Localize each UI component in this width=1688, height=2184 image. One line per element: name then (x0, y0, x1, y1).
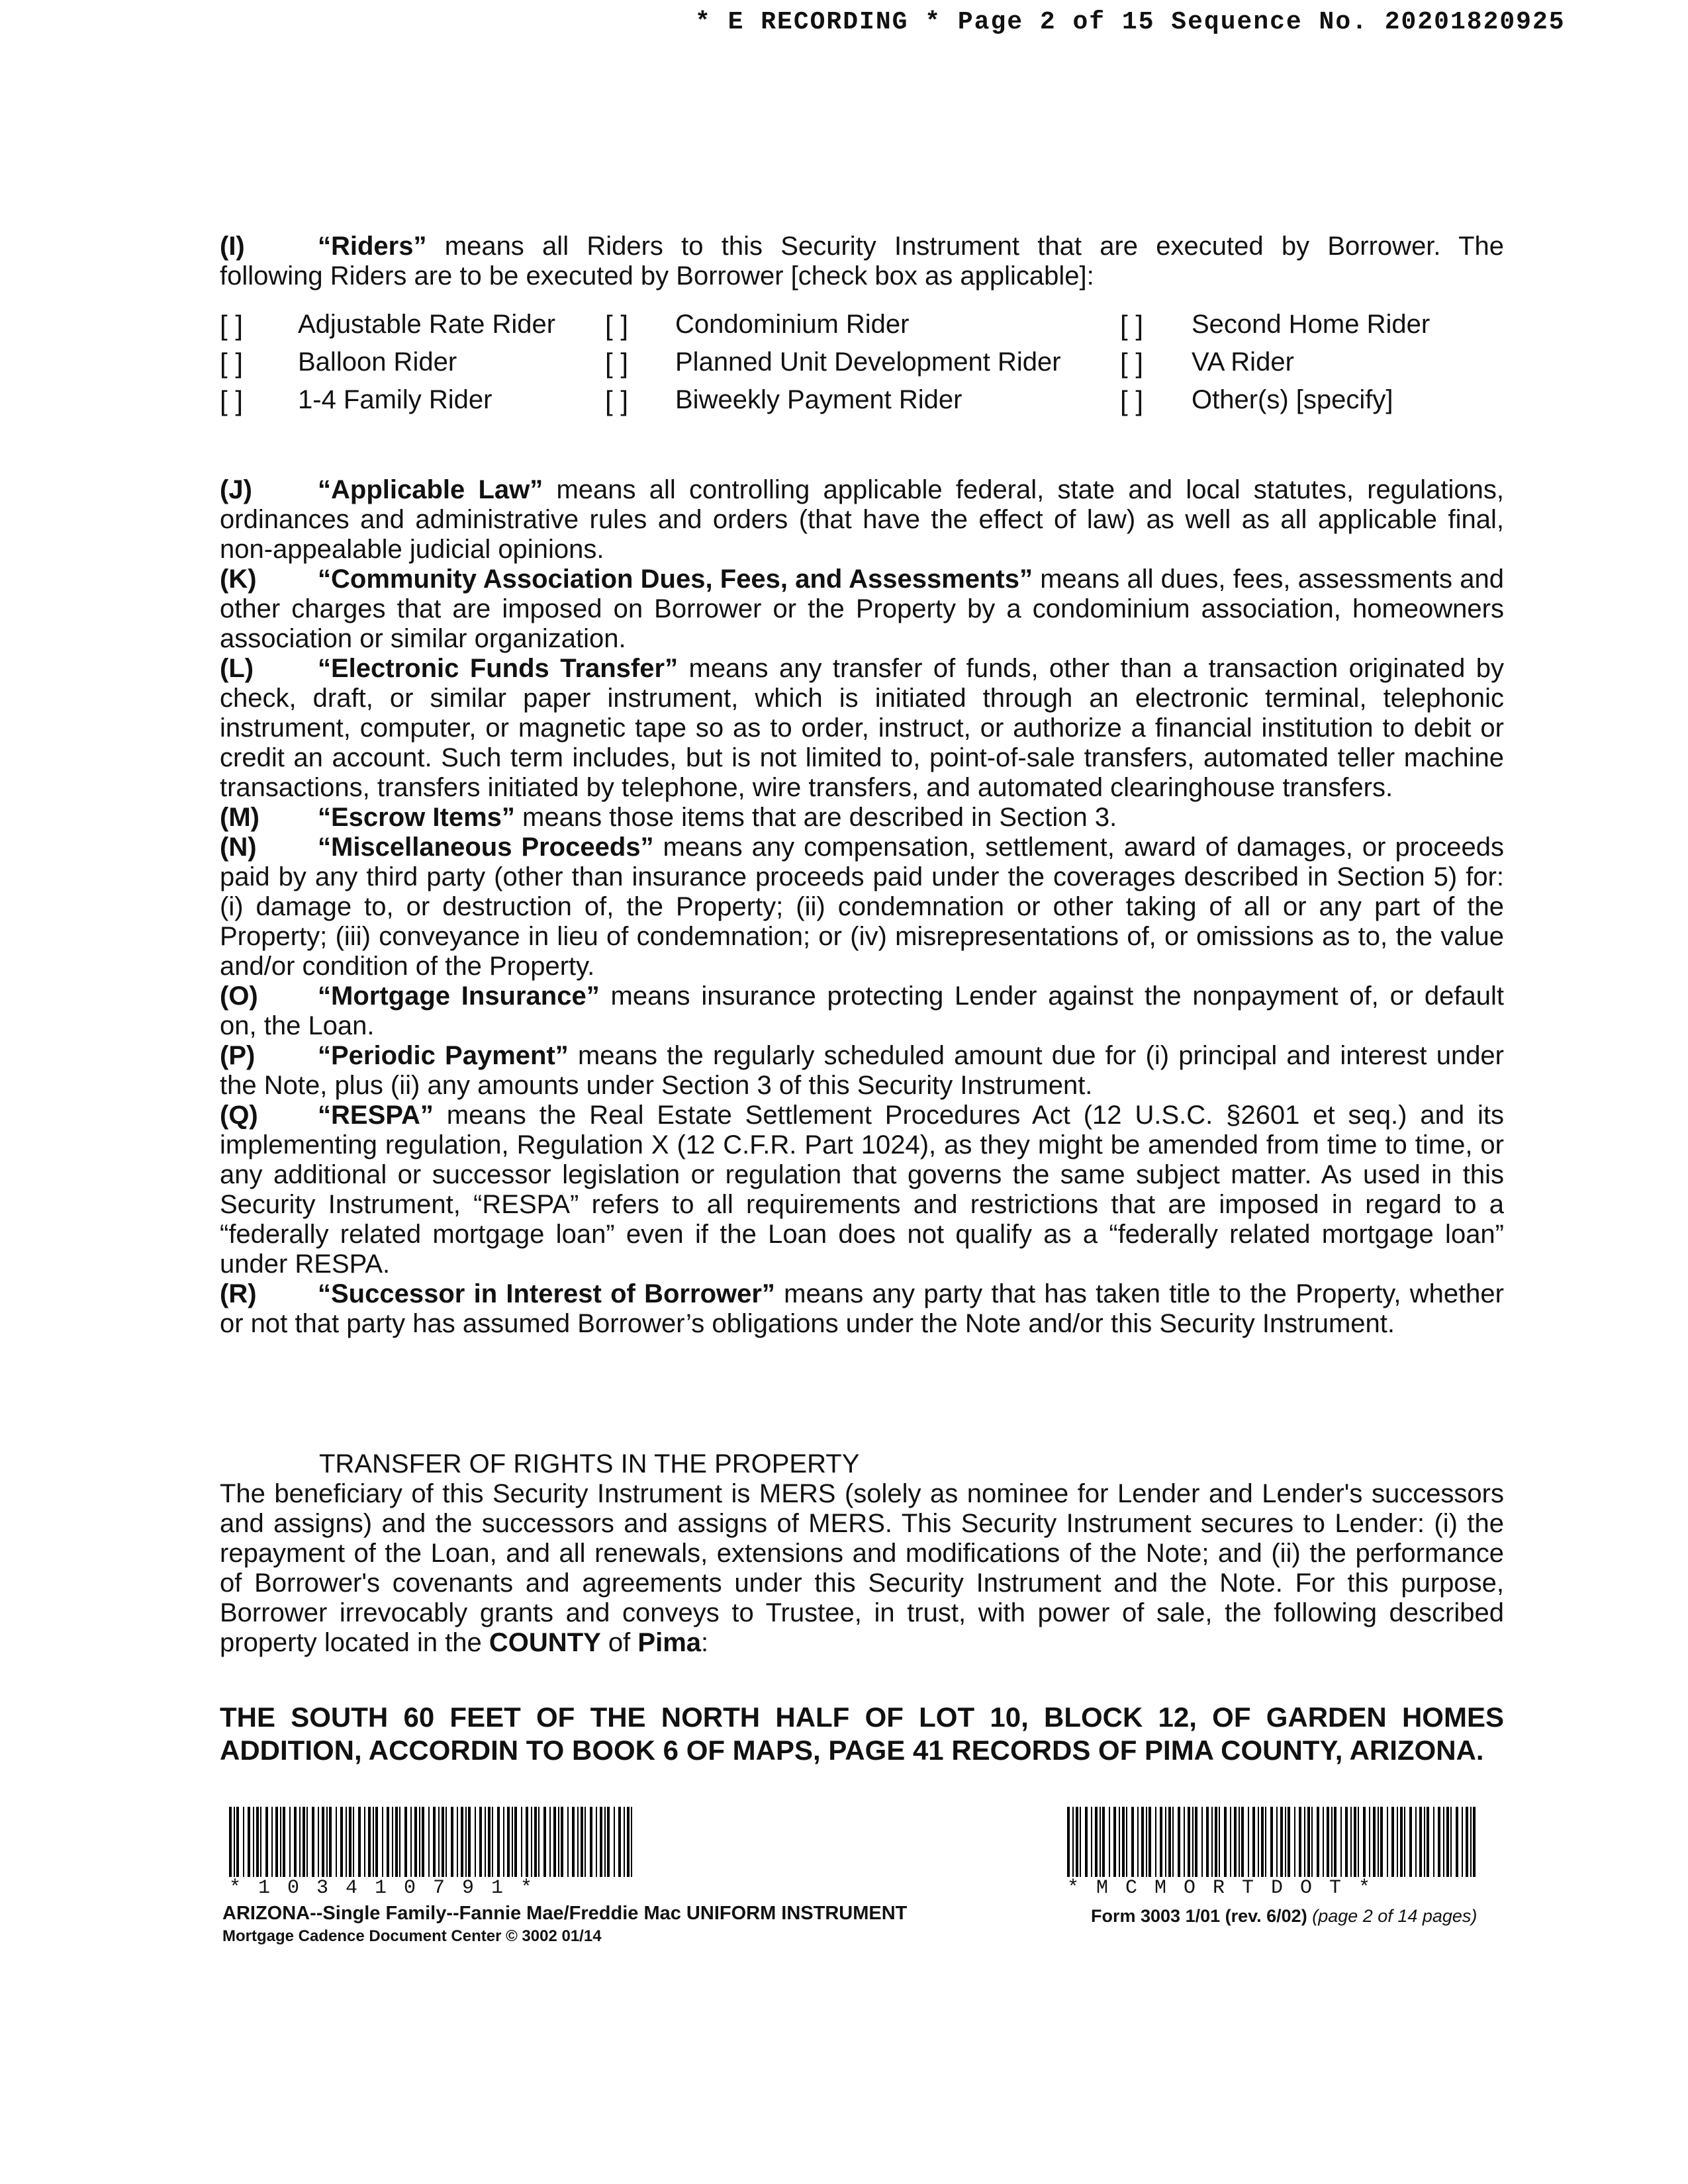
definition-text: means those items that are described in Section 3. (514, 803, 1117, 832)
barcode-bar (1450, 1807, 1452, 1877)
barcode-bar (1311, 1807, 1313, 1877)
rider-checkbox[interactable]: [ ] (1120, 310, 1144, 341)
barcode-bar (1085, 1807, 1088, 1877)
barcode-bar (248, 1807, 250, 1877)
barcode-bar (256, 1807, 259, 1877)
definition-label: (L) (220, 654, 254, 683)
barcode-bar (358, 1807, 361, 1877)
rider-checkbox[interactable]: [ ] (605, 347, 629, 379)
barcode-bar (1378, 1807, 1379, 1877)
riders-instruction: following Riders are to be executed by Borrower [check box as applicable]: (220, 261, 1094, 291)
barcode-bar (577, 1807, 579, 1877)
barcode-bar (329, 1807, 332, 1877)
barcode-bar (1466, 1807, 1468, 1877)
barcode-bar (1252, 1807, 1255, 1877)
definition-label: (K) (220, 565, 257, 594)
barcode-bar (543, 1807, 546, 1877)
barcode-bar (1331, 1807, 1333, 1877)
rider-label: Biweekly Payment Rider (675, 385, 962, 414)
barcode-bar (392, 1807, 393, 1877)
barcode-bar (624, 1807, 625, 1877)
barcode-bar (558, 1807, 559, 1877)
barcode-left-graphic (229, 1807, 639, 1877)
barcode-bar (422, 1807, 424, 1877)
barcode-bar (497, 1807, 500, 1877)
barcode-bar (1215, 1807, 1217, 1877)
definition-term: “Community Association Dues, Fees, and Assessments” (318, 565, 1033, 594)
barcode-bar (600, 1807, 602, 1877)
definition-label: (R) (220, 1279, 257, 1308)
barcode-bar (1265, 1807, 1266, 1877)
barcode-bar (353, 1807, 354, 1877)
doc-center-line: Mortgage Cadence Document Center © 3002 01/14 (222, 1927, 602, 1945)
barcode-bar (346, 1807, 347, 1877)
barcode-bar (1206, 1807, 1209, 1877)
barcode-bar (507, 1807, 510, 1877)
barcode-bar (1149, 1807, 1151, 1877)
definition-misc-proceeds (220, 833, 1504, 981)
barcode-bar (404, 1807, 407, 1877)
barcode-bar (1415, 1807, 1417, 1877)
barcode-bar (1219, 1807, 1220, 1877)
barcode-bar (1168, 1807, 1171, 1877)
barcode-bar (1137, 1807, 1139, 1877)
definition-text: means insurance protecting Lender against the nonpayment of, or default on, the Loan. (220, 981, 1504, 1040)
barcode-bar (538, 1807, 539, 1877)
rider-label: Condominium Rider (675, 310, 910, 339)
definition-periodic-payment (220, 1041, 1504, 1101)
rider-label: Adjustable Rate Rider (298, 310, 556, 339)
barcode-bar (271, 1807, 273, 1877)
rider-checkbox[interactable]: [ ] (605, 310, 629, 341)
barcode-bar (1080, 1807, 1081, 1877)
rider-row (220, 310, 1504, 347)
definition-text: means all controlling applicable federal, state and local statutes, regulations, ordinances and administrative rules and orders (that have the effect of law) as well as all applicable final, non-appealable judicial opinions. (220, 475, 1504, 564)
definition-label: (M) (220, 803, 259, 832)
barcode-bar (1373, 1807, 1376, 1877)
barcode-bar (1327, 1807, 1329, 1877)
barcode-bar (1345, 1807, 1348, 1877)
page-info: (page 2 of 14 pages) (1312, 1906, 1477, 1926)
barcode-bar (596, 1807, 597, 1877)
barcode-bar (1095, 1807, 1098, 1877)
rider-checkbox[interactable]: [ ] (220, 310, 244, 341)
definition-label: (O) (220, 981, 258, 1011)
barcode-bar (1188, 1807, 1190, 1877)
rider-checkbox[interactable]: [ ] (605, 385, 629, 416)
barcode-bar (1438, 1807, 1440, 1877)
barcode-bar (572, 1807, 575, 1877)
definition-successor (220, 1279, 1504, 1339)
barcode-bar (419, 1807, 420, 1877)
barcode-bar (1334, 1807, 1336, 1877)
barcode-bar (265, 1807, 268, 1877)
barcode-bar (433, 1807, 436, 1877)
barcode-bar (567, 1807, 569, 1877)
rider-checkbox-table (220, 310, 1504, 423)
instrument-title: ARIZONA--Single Family--Fannie Mae/Freddie Mac UNIFORM INSTRUMENT (222, 1903, 908, 1924)
rider-label: 1-4 Family Rider (298, 385, 492, 414)
rider-checkbox[interactable]: [ ] (220, 385, 244, 416)
legal-description: THE SOUTH 60 FEET OF THE NORTH HALF OF LOT 10, BLOCK 12, OF GARDEN HOMES ADDITION, ACCORDIN TO BOOK 6 OF MAPS, PAGE 41 RECORDS OF PIMA COUNTY, ARIZONA. (220, 1702, 1504, 1766)
definition-label: (P) (220, 1041, 256, 1070)
definition-term: “Periodic Payment” (318, 1041, 569, 1070)
barcode-bar (1387, 1807, 1388, 1877)
barcode-bar (503, 1807, 504, 1877)
transfer-section (220, 1449, 1504, 1658)
barcode-left-text: * 1 0 3 4 1 0 7 9 1 * (229, 1877, 536, 1899)
definition-text: means the regularly scheduled amount due for (i) principal and interest under the Note, plus (ii) any amounts under Section 3 of this Security Instrument. (220, 1041, 1505, 1100)
barcode-bar (1230, 1807, 1231, 1877)
barcode-bar (1443, 1807, 1444, 1877)
barcode-bar (1446, 1807, 1449, 1877)
definition-eft (220, 654, 1504, 803)
barcode-bar (461, 1807, 463, 1877)
barcode-bar (1270, 1807, 1273, 1877)
definition-label: (J) (220, 475, 252, 504)
barcode-right-text: * M C M O R T D O T * (1067, 1877, 1374, 1899)
barcode-bar (306, 1807, 308, 1877)
barcode-bar (1400, 1807, 1403, 1877)
barcode-bar (414, 1807, 417, 1877)
barcode-bar (1131, 1807, 1134, 1877)
definition-text: means any compensation, settlement, award of damages, or proceeds paid by any third party (other than insurance proceeds paid under the coverages described in Section 5) for: (i) damage to, or destruction of, the Property; (ii) condemnation or other taking of all or any part of the Property; (iii) conveyance in lieu of condemnation; or (iv) misrepresentations of, or omissions as to, the value and/or condition of the Property. (220, 833, 1504, 981)
riders-definition (220, 232, 1504, 261)
barcode-bar (1160, 1807, 1162, 1877)
barcode-bar (368, 1807, 371, 1877)
definition-term: “RESPA” (318, 1101, 434, 1130)
barcode-bar (318, 1807, 319, 1877)
barcode-bar (1239, 1807, 1240, 1877)
barcode-bar (1380, 1807, 1383, 1877)
barcode-bar (395, 1807, 398, 1877)
barcode-bar (1363, 1807, 1366, 1877)
barcode-bar (1155, 1807, 1156, 1877)
barcode-bar (1323, 1807, 1324, 1877)
barcode-bar (312, 1807, 314, 1877)
barcode-bar (1109, 1807, 1110, 1877)
barcode-bar (326, 1807, 328, 1877)
form-number-line (1091, 1906, 1477, 1927)
definition-term: “Miscellaneous Proceeds” (318, 833, 654, 862)
barcode-bar (479, 1807, 482, 1877)
barcode-bar (1067, 1807, 1070, 1877)
barcode-bar (289, 1807, 291, 1877)
barcode-bar (534, 1807, 537, 1877)
barcode-bar (260, 1807, 261, 1877)
barcode-bar (322, 1807, 324, 1877)
barcode-right (1067, 1807, 1477, 1899)
barcode-bar (485, 1807, 486, 1877)
barcode-bar (607, 1807, 610, 1877)
barcode-bar (1285, 1807, 1286, 1877)
barcode-bar (1165, 1807, 1166, 1877)
barcode-bar (1126, 1807, 1127, 1877)
barcode-bar (561, 1807, 563, 1877)
barcode-bar (280, 1807, 281, 1877)
barcode-bar (1113, 1807, 1116, 1877)
barcode-bar (553, 1807, 556, 1877)
barcode-bar (373, 1807, 374, 1877)
barcode-bar (275, 1807, 278, 1877)
barcode-bar (283, 1807, 285, 1877)
barcode-bar (1076, 1807, 1078, 1877)
rider-checkbox[interactable]: [ ] (220, 347, 244, 379)
barcode-bar (514, 1807, 517, 1877)
definition-term: “Mortgage Insurance” (318, 981, 600, 1011)
barcode-bar (410, 1807, 412, 1877)
form-number: Form 3003 1/01 (rev. 6/02) (1091, 1906, 1307, 1926)
barcode-bar (475, 1807, 476, 1877)
barcode-bar (349, 1807, 352, 1877)
barcode-bar (581, 1807, 583, 1877)
barcode-bar (1184, 1807, 1185, 1877)
rider-label: Balloon Rider (298, 347, 457, 377)
barcode-bar (1224, 1807, 1227, 1877)
definition-text: means all dues, fees, assessments and other charges that are imposed on Borrower or the Property by a condominium association, homeowners association or similar organization. (220, 565, 1504, 653)
barcode-bar (294, 1807, 297, 1877)
barcode-bar (1462, 1807, 1463, 1877)
barcode-bar (549, 1807, 551, 1877)
barcode-bar (1201, 1807, 1203, 1877)
definition-term: “Applicable Law” (318, 475, 543, 504)
barcode-bar (618, 1807, 621, 1877)
barcode-bar (531, 1807, 532, 1877)
definition-text: means the Real Estate Settlement Procedures Act (12 U.S.C. §2601 et seq.) and its implementing regulation, Regulation X (12 C.F.R. Part 1024), as they might be amended from time to time, or any additional or successor legislation or regulation that governs the same subject matter. As used in this Security Instrument, “RESPA” refers to all requirements and restrictions that are imposed in regard to a “federally related mortgage loan” even if the Loan does not qualify as a “federally related mortgage loan” under RESPA. (220, 1101, 1504, 1279)
barcode-bar (375, 1807, 378, 1877)
riders-term: “Riders” (318, 232, 427, 261)
barcode-bar (229, 1807, 232, 1877)
barcode-bar (1276, 1807, 1278, 1877)
riders-label: (I) (220, 232, 245, 261)
transfer-colon: : (701, 1628, 709, 1657)
barcode-bar (236, 1807, 239, 1877)
barcode-bar (1456, 1807, 1458, 1877)
definition-term: “Escrow Items” (318, 803, 515, 832)
barcode-bar (1307, 1807, 1310, 1877)
barcode-bar (1397, 1807, 1398, 1877)
barcode-bar (303, 1807, 305, 1877)
barcode-bar (1072, 1807, 1074, 1877)
barcode-bar (253, 1807, 254, 1877)
transfer-body-text: The beneficiary of this Security Instrument is MERS (solely as nominee for Lender and Lender's successors and assigns) and the successors and assigns of MERS. This Security Instrument secures to Lender: (i) the repayment of the Loan, and all renewals, extensions and modifications of the Note; and (ii) the performance of Borrower's covenants and agreements under this Security Instrument and the Note. For this purpose, Borrower irrevocably grants and conveys to Trustee, in trust, with power of sale, the following described property located in the (220, 1479, 1504, 1657)
barcode-bar (438, 1807, 440, 1877)
definition-label: (N) (220, 833, 257, 862)
definition-community-dues (220, 565, 1504, 654)
barcode-bar (1288, 1807, 1290, 1877)
barcode-bar (614, 1807, 615, 1877)
barcode-bar (1234, 1807, 1237, 1877)
barcode-bar (1299, 1807, 1301, 1877)
barcode-bar (1294, 1807, 1295, 1877)
barcode-bar (399, 1807, 400, 1877)
definition-mortgage-insurance (220, 981, 1504, 1041)
barcode-bar (445, 1807, 447, 1877)
barcode-bar (492, 1807, 493, 1877)
barcode-bar (1141, 1807, 1144, 1877)
barcode-bar (1211, 1807, 1213, 1877)
transfer-body (220, 1479, 1504, 1658)
barcode-bar (1258, 1807, 1259, 1877)
barcode-bar (1304, 1807, 1305, 1877)
county-word: COUNTY (489, 1628, 601, 1657)
riders-text-1: means all Riders to this Security Instrument that are executed by Borrower. The (426, 232, 1504, 261)
barcode-bar (1192, 1807, 1194, 1877)
barcode-bar (299, 1807, 301, 1877)
definition-term: “Successor in Interest of Borrower” (318, 1279, 775, 1308)
barcode-bar (1419, 1807, 1422, 1877)
barcode-bar (1280, 1807, 1283, 1877)
barcode-bar (1424, 1807, 1425, 1877)
county-name: Pima (637, 1628, 702, 1657)
barcode-bar (1102, 1807, 1105, 1877)
barcode-bar (1122, 1807, 1125, 1877)
barcode-bar (1172, 1807, 1174, 1877)
barcode-bar (590, 1807, 592, 1877)
barcode-bar (387, 1807, 389, 1877)
barcode-bar (451, 1807, 453, 1877)
definition-applicable-law (220, 475, 1504, 565)
barcode-bar (1119, 1807, 1120, 1877)
barcode-bar (1178, 1807, 1180, 1877)
barcode-bar (442, 1807, 444, 1877)
barcode-bar (234, 1807, 235, 1877)
barcode-bar (1409, 1807, 1412, 1877)
barcode-bar (1350, 1807, 1352, 1877)
barcode-bar (1358, 1807, 1359, 1877)
definition-label: (Q) (220, 1101, 258, 1130)
barcode-bar (1317, 1807, 1319, 1877)
barcode-right-graphic (1067, 1807, 1477, 1877)
definition-text: means any transfer of funds, other than a transaction originated by check, draft, or similar paper instrument, which is initiated through an electronic terminal, telephonic instrument, computer, or magnetic tape so as to order, instruct, or authorize a financial institution to debit or credit an account. Such term includes, but is not limited to, point-of-sale transfers, automated teller machine transactions, transfers initiated by telephone, wire transfers, and automated clearinghouse transfers. (220, 654, 1504, 802)
barcode-bar (340, 1807, 343, 1877)
rider-row (220, 385, 1504, 423)
barcode-bar (1404, 1807, 1405, 1877)
rider-checkbox[interactable]: [ ] (1120, 347, 1144, 379)
rider-row (220, 347, 1504, 385)
barcode-bar (1100, 1807, 1101, 1877)
barcode-bar (1391, 1807, 1394, 1877)
barcode-bar (512, 1807, 513, 1877)
rider-label: Planned Unit Development Rider (675, 347, 1061, 377)
riders-section (220, 232, 1504, 291)
definition-respa (220, 1101, 1504, 1279)
barcode-bar (1146, 1807, 1147, 1877)
barcode-bar (521, 1807, 522, 1877)
barcode-bar (1369, 1807, 1370, 1877)
barcode-bar (465, 1807, 467, 1877)
barcode-bar (468, 1807, 471, 1877)
barcode-bar (1470, 1807, 1472, 1877)
barcode-bar (604, 1807, 606, 1877)
barcode-bar (1195, 1807, 1197, 1877)
barcode-bar (627, 1807, 630, 1877)
definitions-section (220, 475, 1504, 1339)
barcode-bar (631, 1807, 632, 1877)
barcode-bar (1091, 1807, 1092, 1877)
barcode-left (229, 1807, 639, 1899)
of-word: of (600, 1628, 638, 1657)
barcode-bar (1248, 1807, 1249, 1877)
transfer-title: TRANSFER OF RIGHTS IN THE PROPERTY (319, 1449, 860, 1479)
barcode-bar (382, 1807, 383, 1877)
barcode-bar (243, 1807, 244, 1877)
rider-checkbox[interactable]: [ ] (1120, 385, 1144, 416)
barcode-bar (585, 1807, 586, 1877)
barcode-bar (488, 1807, 491, 1877)
barcode-bar (364, 1807, 365, 1877)
barcode-bar (1241, 1807, 1244, 1877)
rider-label: Second Home Rider (1192, 310, 1430, 339)
barcode-bar (1340, 1807, 1342, 1877)
definition-escrow-items (220, 803, 1504, 833)
definition-text: means any party that has taken title to the Property, whether or not that party has assumed Borrower’s obligations under the Note and/or this Security Instrument. (220, 1279, 1504, 1338)
barcode-bar (428, 1807, 430, 1877)
definition-term: “Electronic Funds Transfer” (318, 654, 679, 683)
rider-label: Other(s) [specify] (1192, 385, 1393, 414)
barcode-bar (1261, 1807, 1264, 1877)
barcode-bar (1433, 1807, 1434, 1877)
barcode-bar (1427, 1807, 1429, 1877)
recording-header: * E RECORDING * Page 2 of 15 Sequence No. 20201820925 (695, 8, 1566, 36)
barcode-bar (1473, 1807, 1476, 1877)
barcode-bar (457, 1807, 458, 1877)
barcode-bar (526, 1807, 528, 1877)
barcode-bar (1354, 1807, 1356, 1877)
rider-label: VA Rider (1192, 347, 1294, 377)
barcode-bar (336, 1807, 337, 1877)
